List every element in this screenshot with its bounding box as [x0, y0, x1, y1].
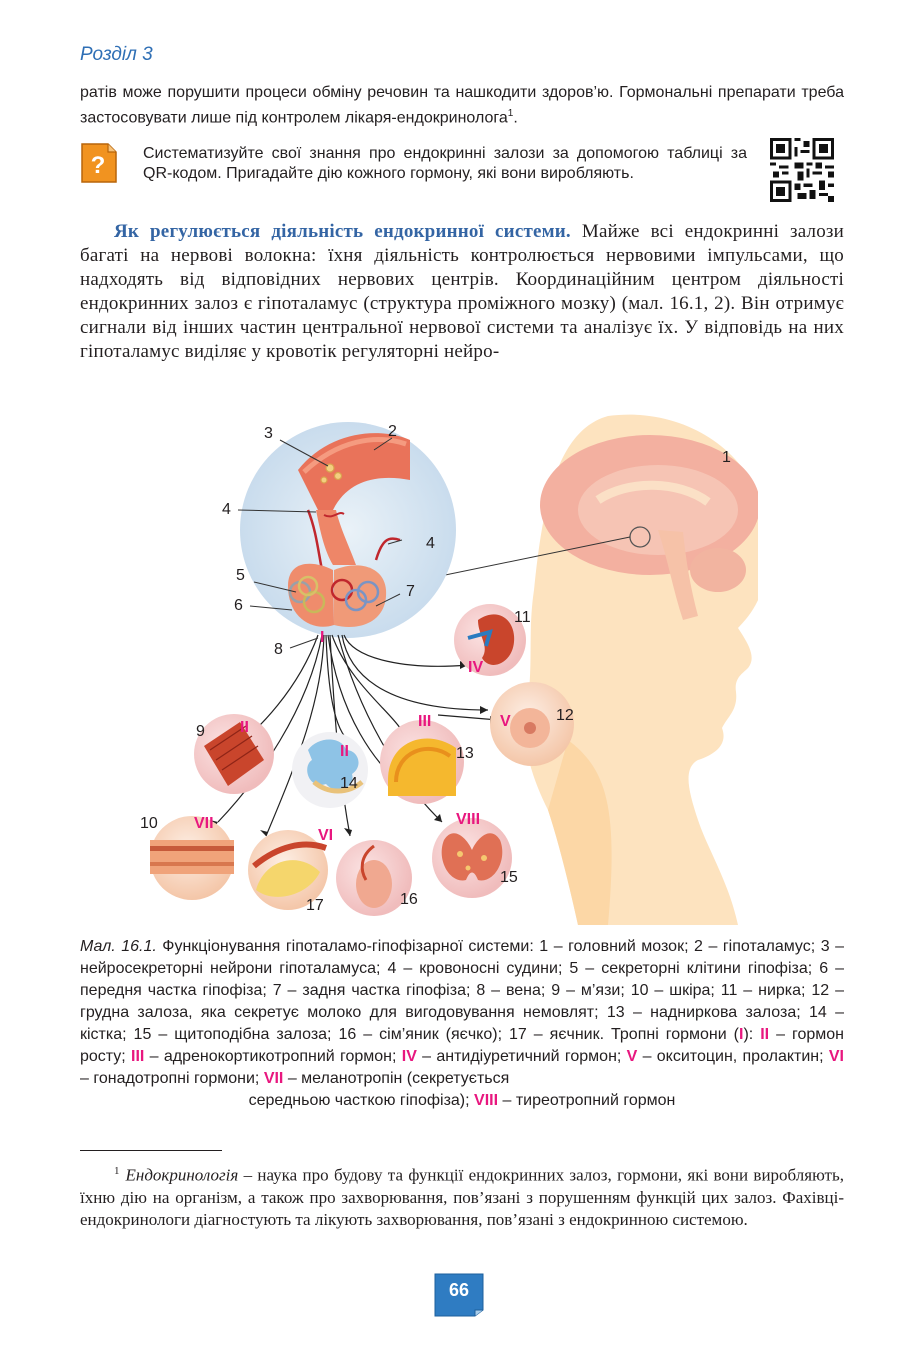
task-text: Систематизуйте свої знання про ендокринні залози за допомогою таблиці за QR-кодом. Пригадайте дію кожного гормону, які вони виробляють. [143, 145, 747, 182]
main-paragraph [80, 220, 844, 364]
section-label: Розділ 3 [80, 44, 153, 65]
cerebellum [690, 548, 746, 592]
brain-inner [578, 465, 738, 555]
caption-roman: VI [828, 1048, 844, 1065]
caption-text: – гонадотропні гормони; [80, 1070, 264, 1087]
label-4a: 4 [222, 501, 231, 518]
roman-VII: VII [194, 815, 214, 832]
label-10: 10 [140, 815, 158, 832]
caption-roman: III [131, 1048, 145, 1065]
caption-last-line [80, 1090, 844, 1112]
label-9: 9 [196, 723, 205, 740]
caption-text: – адренокортикотропний гормон; [144, 1048, 402, 1065]
footnote-divider [80, 1150, 222, 1151]
intro-end: . [513, 109, 518, 127]
footnote-ref: 1 [507, 108, 514, 119]
label-4b: 4 [426, 535, 435, 552]
roman-IV: IV [468, 659, 484, 676]
roman-V: V [500, 713, 511, 730]
hypothalamic-pituitary-figure [138, 410, 758, 925]
caption-text: Функціонування гіпоталамо-гіпофізарної системи: 1 – головний мозок; 2 – гіпоталамус; 3 – нейросекреторні нейрони гіпоталамуса; 4 – кровоносні судини; 5 – секреторні клітини гіпофіза; 6 – передня частка гіпофіза; 7 – задня частка гіпофіза; 8 – вена; 9 – м’язи; 10 – шкіра; 11 – нирка; 12 – грудна залоза, яка секретує молоко для вигодовування немовлят; 13 – надниркова залоза; 14 – кістка; 15 – щитоподібна залоза; 16 – сім’яник (яєчко); 17 – яєчник. Тропні гормони ( [80, 938, 844, 1043]
label-6: 6 [234, 597, 243, 614]
roman-III: III [418, 713, 432, 730]
question-mark-icon [80, 142, 118, 184]
label-16: 16 [400, 891, 418, 908]
caption-text: середньою часткою гіпофіза); [248, 1092, 475, 1109]
roman-VIII: VIII [456, 811, 481, 828]
caption-roman: VIII [474, 1092, 499, 1109]
caption-roman: VII [263, 1070, 284, 1087]
page-number: 66 [448, 1280, 470, 1300]
label-3: 3 [264, 425, 273, 442]
footnote [80, 1160, 844, 1231]
intro-text: ратів може порушити процеси обміну речовин та нашкодити здоров’ю. Гормональні препарати треба застосовувати лише під контролем лікаря-ендокринолога [80, 84, 844, 127]
label-11: 11 [514, 609, 531, 626]
caption-text: – окситоцин, пролактин; [637, 1048, 829, 1065]
figure-caption [80, 936, 844, 1112]
paragraph-body: Майже всі ендокринні залози багаті на нервові волокна: їхня діяльність контролюється нервовими імпульсами, що надходять від відповідних нервових центрів. Координаційним центром діяльності ендокринних залоз є гіпоталамус (структура проміжного мозку) (мал. 16.1, 2). Він отримує сигнали від інших частин центральної нервової системи та аналізує їх. У відповідь на них гіпоталамус виділяє у кровотік регуляторні нейро- [80, 221, 844, 362]
caption-roman: II [760, 1026, 770, 1043]
roman-I: I [320, 629, 325, 646]
caption-text: – меланотропін (секретується [283, 1070, 510, 1087]
caption-prefix: Мал. 16.1. [80, 938, 157, 955]
label-1: 1 [722, 449, 731, 466]
label-13: 13 [456, 745, 474, 762]
caption-roman: I [739, 1026, 744, 1043]
label-17: 17 [306, 897, 324, 914]
label-15: 15 [500, 869, 518, 886]
caption-text: – тиреотропний гормон [498, 1092, 676, 1109]
caption-roman: V [626, 1048, 638, 1065]
caption-text: ): [743, 1026, 761, 1043]
question-mark-symbol: ? [90, 152, 106, 179]
label-14: 14 [340, 775, 358, 792]
label-2: 2 [388, 423, 397, 440]
label-12: 12 [556, 707, 574, 724]
roman-II-a: II [240, 719, 249, 736]
paragraph-heading: Як регулюється діяльність ендокринної системи. [114, 221, 571, 242]
caption-roman: IV [401, 1048, 417, 1065]
skin-layers [150, 840, 234, 874]
label-5: 5 [236, 567, 245, 584]
label-8: 8 [274, 641, 283, 658]
footnote-term: Ендокринологія [125, 1165, 239, 1185]
intro-paragraph [80, 82, 844, 128]
footnote-mark: 1 [114, 1165, 120, 1177]
caption-text: – гормон росту; [80, 1026, 845, 1065]
caption-text: – антидіуретичний гормон; [416, 1048, 627, 1065]
footnote-text: – наука про будову та функції ендокринних залоз, гормони, які вони виробляють, їхню дію на організм, а також про захворювання, пов’язані з порушенням функцій цих залоз. Фахівці-ендокринологи діагностують та лікують захворювання, пов’язані з ендокринною системою. [80, 1165, 844, 1229]
roman-VI: VI [318, 827, 334, 844]
label-7: 7 [406, 583, 415, 600]
roman-II-b: II [340, 743, 349, 760]
qr-code-icon[interactable] [770, 138, 834, 202]
